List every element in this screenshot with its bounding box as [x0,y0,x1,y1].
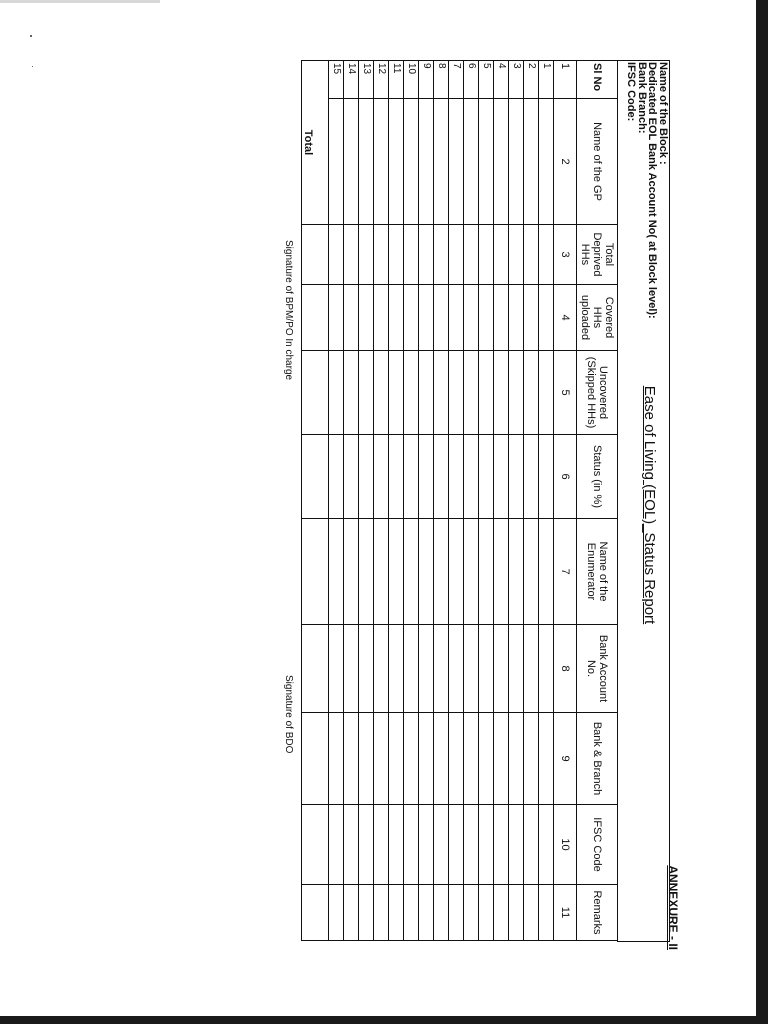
table-cell [539,519,554,625]
table-cell [479,885,494,941]
row-serial-number: 9 [419,61,434,99]
table-cell [344,99,359,225]
table-cell [434,805,449,885]
table-cell [479,713,494,805]
ifsc-line: IFSC Code: [625,62,638,122]
table-cell [374,225,389,285]
table-row [509,61,524,941]
column-number: 3 [554,225,577,285]
table-cell [464,805,479,885]
table-cell [494,285,509,351]
table-cell [419,519,434,625]
table-cell [329,805,344,885]
table-cell [509,351,524,435]
column-number: 1 [554,61,577,99]
table-cell [374,99,389,225]
table-cell [404,805,419,885]
row-serial-number: 5 [479,61,494,99]
bank-branch-line: Bank Branch: [636,62,648,134]
table-cell [374,519,389,625]
table-cell [329,713,344,805]
column-number: 11 [554,885,577,941]
table-row [344,61,359,941]
bank-account-line: Dedicated EOL Bank Account No( at Block level): [646,62,659,319]
table-cell [374,285,389,351]
table-cell [389,805,404,885]
scan-edge-bottom [0,1016,768,1024]
scan-edge-right [756,0,768,1024]
header-status: Status (in %) [577,435,618,519]
report-title: Ease of Living (EOL)_Status Report [641,385,658,625]
table-cell [419,285,434,351]
scan-speck [32,66,33,67]
table-cell [509,625,524,713]
table-cell [434,885,449,941]
table-cell [494,225,509,285]
total-cell [302,285,329,351]
table-cell [404,625,419,713]
table-row [404,61,419,941]
table-cell [494,99,509,225]
table-cell [524,713,539,805]
scan-edge-top [0,0,160,3]
table-cell [539,225,554,285]
table-cell [449,713,464,805]
table-cell [479,285,494,351]
table-cell [494,351,509,435]
table-cell [359,225,374,285]
row-serial-number: 10 [404,61,419,99]
table-cell [539,285,554,351]
header-bank-branch: Bank & Branch [577,713,618,805]
total-label: Total [302,61,329,225]
status-table [301,60,618,941]
table-cell [404,285,419,351]
table-cell [344,885,359,941]
table-cell [509,805,524,885]
table-cell [464,435,479,519]
row-serial-number: 12 [374,61,389,99]
table-cell [389,885,404,941]
signature-bdo: Signature of BDO [283,675,294,754]
table-cell [329,351,344,435]
table-cell [374,435,389,519]
table-cell [419,351,434,435]
table-cell [389,285,404,351]
total-cell [302,435,329,519]
table-row [524,61,539,941]
table-cell [344,225,359,285]
annexure-label: ANNEXURE - II [666,865,680,950]
table-cell [524,225,539,285]
table-cell [419,885,434,941]
table-cell [494,713,509,805]
table-cell [359,519,374,625]
block-info-lines [626,62,668,319]
table-cell [509,519,524,625]
table-cell [434,713,449,805]
table-cell [389,625,404,713]
total-cell [302,625,329,713]
table-cell [329,99,344,225]
total-cell [302,713,329,805]
table-cell [449,435,464,519]
table-cell [329,625,344,713]
row-serial-number: 7 [449,61,464,99]
table-cell [374,713,389,805]
table-cell [344,435,359,519]
total-cell [302,885,329,941]
table-cell [509,225,524,285]
table-cell [374,885,389,941]
table-cell [389,713,404,805]
table-cell [419,805,434,885]
table-cell [359,285,374,351]
table-cell [389,99,404,225]
table-cell [434,351,449,435]
table-cell [464,713,479,805]
table-cell [479,519,494,625]
table-cell [374,805,389,885]
table-cell [479,805,494,885]
table-cell [359,99,374,225]
table-cell [449,519,464,625]
table-cell [329,435,344,519]
table-row [329,61,344,941]
table-row [464,61,479,941]
table-cell [329,885,344,941]
table-cell [359,885,374,941]
table-cell [434,225,449,285]
block-name-line: Name of the Block : [657,62,669,165]
table-row [389,61,404,941]
header-gp-name: Name of the GP [577,99,618,225]
table-cell [404,885,419,941]
table-cell [344,625,359,713]
table-cell [434,519,449,625]
table-cell [359,435,374,519]
table-cell [434,99,449,225]
table-cell [494,805,509,885]
table-cell [344,713,359,805]
row-serial-number: 11 [389,61,404,99]
table-cell [464,351,479,435]
table-cell [464,885,479,941]
row-serial-number: 3 [509,61,524,99]
header-covered: Covered HHs uploaded [577,285,618,351]
total-cell [302,351,329,435]
table-cell [509,99,524,225]
header-row [577,61,618,941]
total-cell [302,519,329,625]
row-serial-number: 15 [329,61,344,99]
table-cell [359,625,374,713]
table-cell [524,435,539,519]
table-cell [434,435,449,519]
table-cell [404,713,419,805]
scan-speck [30,35,32,37]
column-number: 2 [554,99,577,225]
table-cell [419,435,434,519]
table-cell [524,285,539,351]
table-cell [404,351,419,435]
table-cell [359,805,374,885]
row-serial-number: 6 [464,61,479,99]
table-cell [434,625,449,713]
table-cell [419,713,434,805]
header-total-deprived: Total Deprived HHs [577,225,618,285]
table-cell [494,625,509,713]
table-cell [539,713,554,805]
table-cell [524,351,539,435]
table-cell [359,351,374,435]
table-cell [524,805,539,885]
table-cell [449,225,464,285]
row-serial-number: 13 [359,61,374,99]
table-cell [494,885,509,941]
table-row [539,61,554,941]
table-cell [374,625,389,713]
table-cell [524,885,539,941]
table-cell [479,625,494,713]
table-cell [524,625,539,713]
table-row [419,61,434,941]
table-cell [404,519,419,625]
row-serial-number: 8 [434,61,449,99]
row-serial-number: 1 [539,61,554,99]
table-cell [509,435,524,519]
table-row [449,61,464,941]
table-cell [539,99,554,225]
table-row [374,61,389,941]
table-cell [524,99,539,225]
table-cell [464,99,479,225]
table-cell [404,435,419,519]
table-cell [404,99,419,225]
table-cell [389,225,404,285]
table-cell [389,351,404,435]
table-row [434,61,449,941]
table-cell [344,351,359,435]
table-cell [344,519,359,625]
table-cell [449,99,464,225]
table-cell [509,285,524,351]
column-number: 6 [554,435,577,519]
table-cell [539,435,554,519]
table-cell [389,435,404,519]
signature-bpm: Signature of BPM/PO In charge [283,240,294,381]
column-number: 8 [554,625,577,713]
table-cell [359,713,374,805]
column-number: 5 [554,351,577,435]
table-cell [434,285,449,351]
table-cell [524,519,539,625]
table-cell [539,625,554,713]
table-cell [419,625,434,713]
table-cell [539,805,554,885]
table-row [359,61,374,941]
total-cell [302,225,329,285]
table-cell [494,519,509,625]
table-cell [479,225,494,285]
total-cell [302,805,329,885]
total-row [302,61,329,941]
header-uncovered: Uncovered (Skipped HHs) [577,351,618,435]
table-cell [329,285,344,351]
table-row [494,61,509,941]
row-serial-number: 2 [524,61,539,99]
table-cell [449,285,464,351]
table-cell [464,625,479,713]
table-cell [464,225,479,285]
header-enumerator: Name of the Enumerator [577,519,618,625]
header-remarks: Remarks [577,885,618,941]
header-sl-no: Sl No [577,61,618,99]
table-cell [344,805,359,885]
table-cell [449,351,464,435]
table-cell [539,351,554,435]
table-cell [539,885,554,941]
table-cell [479,351,494,435]
header-ifsc: IFSC Code [577,805,618,885]
column-number: 4 [554,285,577,351]
table-cell [374,351,389,435]
table-cell [419,225,434,285]
header-bank-account: Bank Account No. [577,625,618,713]
table-cell [329,519,344,625]
column-number: 9 [554,713,577,805]
table-cell [479,99,494,225]
table-cell [494,435,509,519]
table-cell [449,625,464,713]
column-number: 7 [554,519,577,625]
table-cell [449,805,464,885]
table-cell [509,885,524,941]
table-row [479,61,494,941]
table-cell [509,713,524,805]
table-cell [329,225,344,285]
status-report-form [240,50,680,960]
table-cell [404,225,419,285]
column-number-row [554,61,577,941]
table-cell [344,285,359,351]
row-serial-number: 14 [344,61,359,99]
row-serial-number: 4 [494,61,509,99]
table-cell [464,285,479,351]
table-cell [479,435,494,519]
table-cell [419,99,434,225]
table-cell [464,519,479,625]
column-number: 10 [554,805,577,885]
table-cell [389,519,404,625]
table-cell [449,885,464,941]
